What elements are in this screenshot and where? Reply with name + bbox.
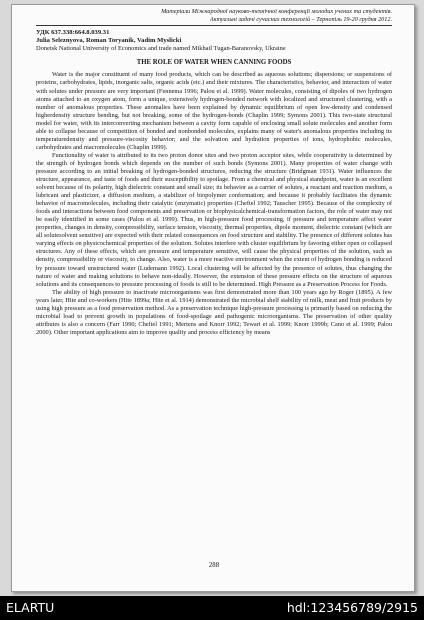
paragraph: Water is the major constituent of many food products, which can be described as aqueous solutions; dispersions; or suspensions of proteins, carbohydrates, lipids, inorganic salts, organic acids (etc.) and their mixtures. The characteristics, behavior, and interaction of water with solutes under pressure are very important (Fennema 1996; Palou et al. 1999). Water molecules, consisting of dipoles of two hydrogen atoms attached to an oxygen atom, form a unique, extensively hydrogen-bonded network with localized and structured clustering, with a number of anomalous properties. These anomalies have been explained by dynamic equilibrium of open low-density and condensed higherdensity structure bending, but not breaking, some of the hydrogen-bonds (Chaplin 1999; Symons 2001). This two-state structural model for water, with its interconverting mechanism between a cavity form capable of enclosing small solute molecules and another form able to collapse because of competition of bonded and nonbonded molecules, explains many of water's anomalous properties including its temperaturedensity and pressure-viscosity behavior; and the solvation and hydration properties of ions, hydrophobic molecules, carbohydrates and macromolecules (Chaplin 1999).	[36, 71, 392, 151]
repository-name: ELARTU	[6, 600, 55, 615]
handle-identifier[interactable]: hdl:123456789/2915	[286, 600, 418, 615]
page-content	[36, 8, 392, 337]
running-head-line-1: Матеріали Міжнародної науково-технічної конференції молодих учених та студентів.	[161, 8, 392, 15]
page-number: 288	[208, 562, 220, 569]
authors: Julia Seleznyova, Roman Toryanik, Vadim Myslicki	[36, 37, 182, 45]
udc-code: УДК 637.338:664.8.039.31	[36, 29, 110, 37]
running-head	[36, 8, 392, 26]
running-head-line-2: Актуальні задачі сучасних технологій – Тернопіль 19-20 грудня 2012.	[209, 16, 392, 24]
affiliation: Donetsk National University of Economics and trade named Mikhail Tugan-Baranovsky, Ukraine	[36, 45, 286, 53]
document-page	[11, 4, 415, 592]
paragraph: Functionality of water is attributed to its two proton donor sites and two proton acceptor sites, while cooperativity is determined by the strength of hydrogen bonds which depends on the number of such bonds (Symons 2001). Many properties of water change with pressure according to an initial breaking of hydrogen-bonded structures, reducing the structure (Bridgman 1931). Water influences the structure, appearance, and taste of foods and their susceptibility to spoilage. From a chemical and physical standpoint, water is an excellent solvent because of its polarity, high dielectric constant and small size; its behavior as a carrier of solutes, a reactant and reaction medium, a lubricant and plasticizer, a diffusion medium, a stabilizer of biopolymer conformation; and because it probably facilitates the dynamic behavior of macromolecules, including their catalytic (enzymatic) properties (Cheftel 1992; Tauscher 1995). Because of the complexity of foods and interactions between food components and preservation or biophysicalchemical-transformation factors, the role of water may not be easily identified in some cases (Palou et al. 1999). Thus, in high-pressure food processing, if pressure and temperature affect water properties, changes in density, compressibility, surface tension, viscosity, thermal properties, dipole moment, dielectric constant (which are all solutesolvent sensitive) are expected with their related consequences on food structure and stability. The presence of different solutes has varying effects on physicochemical properties of the solution. Solutes interfere with cluster equilibrium by favoring either open or collapsed structures. Any of these effects, which are pressure and temperature sensitive, will cause the physical properties of the solution, such as density, compressibility or viscosity, to change. Also, water is a more reactive environment when the extent of hydrogen bonding is reduced by pressure toward unstructured water (Ludemann 1992). Local clustering will be affected by the presence of solutes, thus changing the nature of water and making solutions to behave non-ideally. However, the extension of these pressure effects on the structure of aqueous solutions and its consequences to pressure processing of foods is still to be determined. High Pressure as a Preservation Process for Foods.	[36, 151, 392, 288]
article-title: THE ROLE OF WATER WHEN CANNING FOODS	[136, 59, 292, 67]
paragraph: The ability of high pressure to inactivate microorganisms was first demonstrated more than 100 years ago by Roger (1895). A few years later, Hite and co-workers (Hite 1899a; Hite et al. 1914) demonstrated the microbial shelf stability of milk, meat and fruit products by using high pressure as a food preservation method. As a preservation technique high-pressure processing is primarily based on reducing the microbial load to prevent growth in populations of food-spoilage and pathogenic microorganisms. The preservation of other quality attributes is also a concern (Farr 1990; Cheftel 1991; Mertens and Knorr 1992; Tewari et al. 1999; Knorr 1999b; Cano et al. 1999; Palou 2000). Other important applications aim to improve quality and process efficiency by means	[36, 288, 392, 336]
article-body	[36, 71, 392, 337]
viewer-footer	[0, 596, 424, 620]
